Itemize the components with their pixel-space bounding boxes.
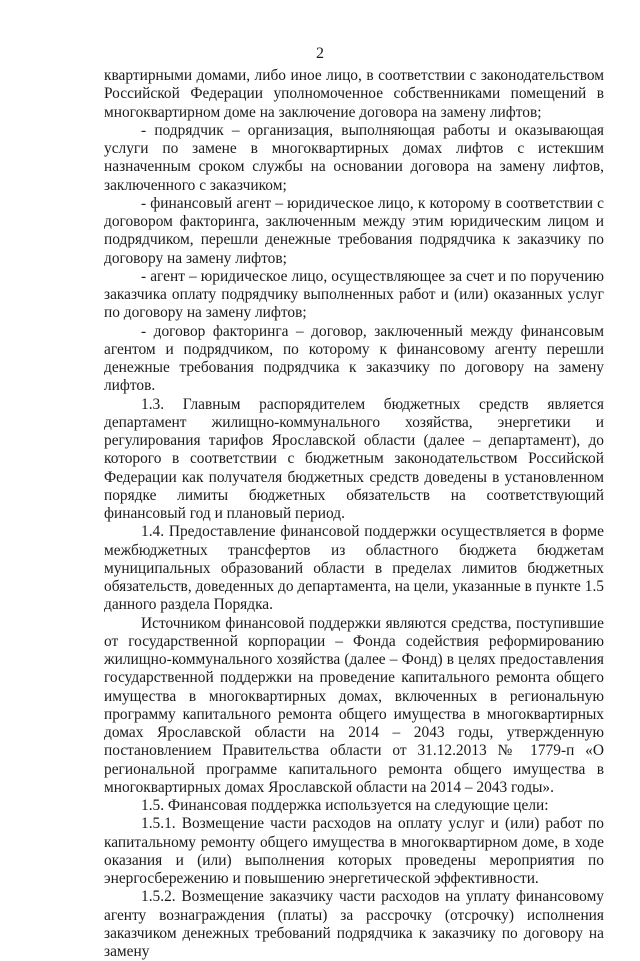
paragraph-continuation: квартирными домами, либо иное лицо, в соответствии с законодательством Российской Федерации уполномоченное собственниками помещений в многоквартирном доме на заключение договора на замену лифтов; xyxy=(104,67,604,121)
page-number: 2 xyxy=(316,45,324,62)
clause-1-5-1: 1.5.1. Возмещение части расходов на оплату услуг и (или) работ по капитальному ремонту общего имущества в многоквартирном доме, в ходе оказания и (или) выполнения которых проведены мероприятия по энергосбережению и повышению энергетической эффективности. xyxy=(104,815,604,887)
clause-1-5-2: 1.5.2. Возмещение заказчику части расходов на уплату финансовому агенту вознаграждения (платы) за рассрочку (отсрочку) исполнения заказчиком денежных требований подрядчика к заказчику по договору на замену xyxy=(104,888,604,960)
clause-1-5: 1.5. Финансовая поддержка используется на следующие цели: xyxy=(141,797,549,814)
definition-financial-agent: - финансовый агент – юридическое лицо, к которому в соответствии с договором факторинга, заключенным между этим юридическим лицом и подрядчиком, перешли денежные требования подрядчика к заказчику по договору на замену лифтов; xyxy=(104,194,604,267)
clause-1-3: 1.3. Главным распорядителем бюджетных средств является департамент жилищно-коммунального хозяйства, энергетики и регулирования тарифов Ярославской области (далее – департамент), до которого в соответствии с бюджетным законодательством Российской Федерации как получателя бюджетных средств доведены в установленном порядке лимиты бюджетных обязательств на соответствующий финансовый год и плановый период. xyxy=(104,395,604,522)
document-body xyxy=(104,67,604,961)
definition-factoring-contract: - договор факторинга – договор, заключенный между финансовым агентом и подрядчиком, по которому к финансовому агенту перешли денежные требования подрядчика к заказчику по договору на замену лифтов. xyxy=(104,322,604,395)
definition-contractor: - подрядчик – организация, выполняющая работы и оказывающая услуги по замене в многоквартирных домах лифтов с истекшим назначенным сроком службы на основании договора на замену лифтов, заключенного с заказчиком; xyxy=(104,121,604,194)
clause-1-4: 1.4. Предоставление финансовой поддержки осуществляется в форме межбюджетных трансфертов из областного бюджета бюджетам муниципальных образований области в пределах лимитов бюджетных обязательств, доведенных до департамента, на цели, указанные в пункте 1.5 данного раздела Порядка. xyxy=(104,523,604,614)
funding-source-paragraph: Источником финансовой поддержки являются средства, поступившие от государственной корпорации – Фонда содействия реформированию жилищно-коммунального хозяйства (далее – Фонд) в целях предоставления государственной поддержки на проведение капитального ремонта общего имущества в многоквартирных домах, включенных в региональную программу капитального ремонта общего имущества в многоквартирных домах Ярославской области на 2014 – 2043 годы, утвержденную постановлением Правительства области от 31.12.2013 № 1779-п «О региональной программе капитального ремонта общего имущества в многоквартирных домах Ярославской области на 2014 – 2043 годы». xyxy=(104,614,604,796)
definition-agent: - агент – юридическое лицо, осуществляющее за счет и по поручению заказчика оплату подрядчику выполненных работ и (или) оказанных услуг по договору на замену лифтов; xyxy=(104,267,604,322)
